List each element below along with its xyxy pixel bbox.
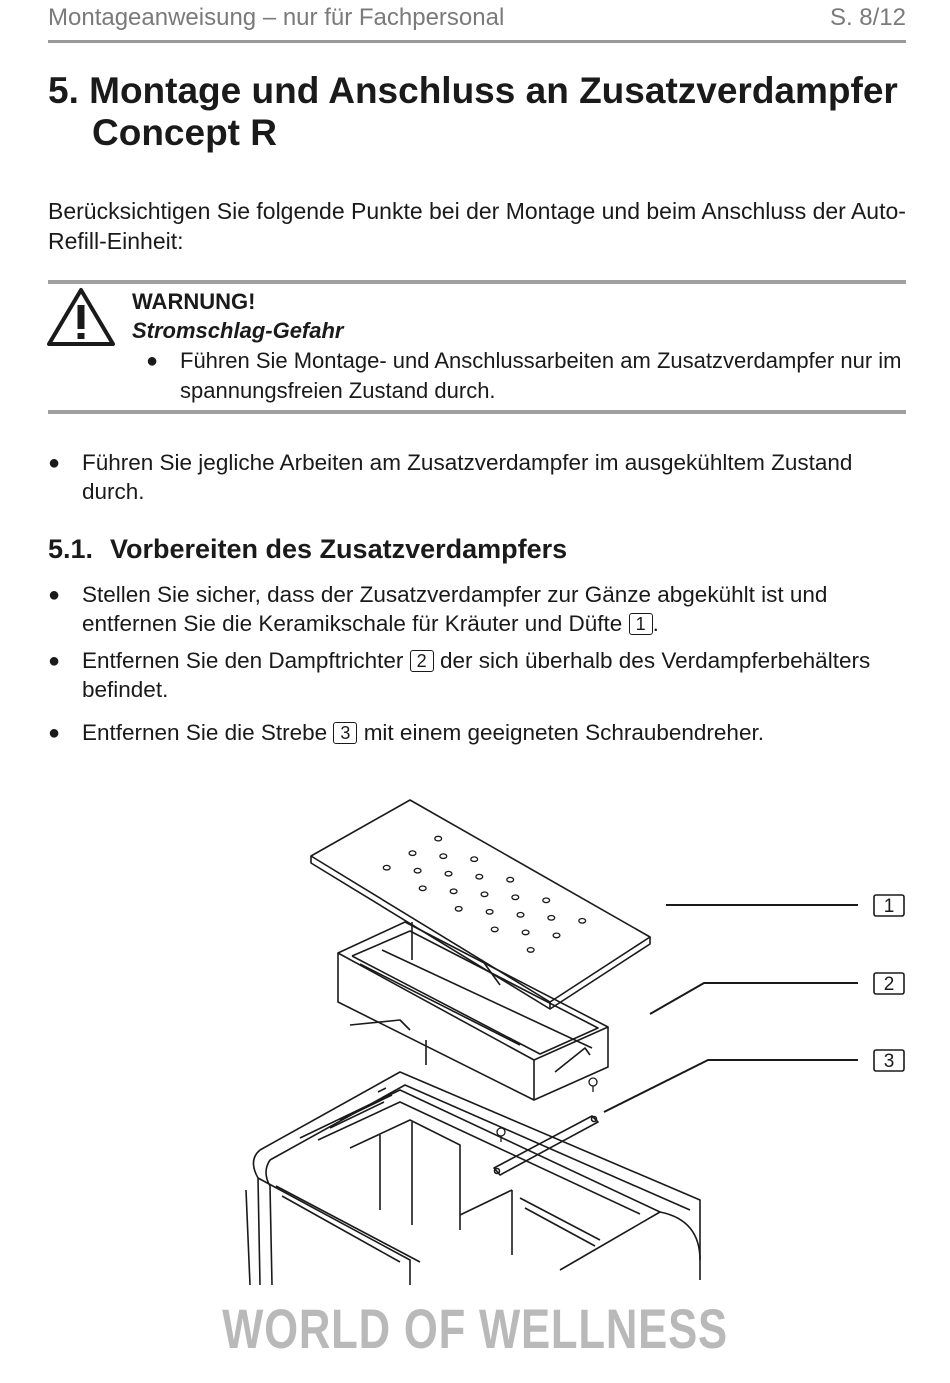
lid-hole [481,892,488,897]
lid-hole [450,889,457,894]
header-divider [48,40,906,43]
header-page-number: S. 8/12 [829,4,906,31]
lid-hole [517,913,524,918]
lid-hole [476,874,483,879]
step-item: Stellen Sie sicher, dass der Zusatzverdampfer zur Gänze abgekühlt ist und entfernen Sie die Keramikschale für Kräuter und Düfte 1 . [82,582,828,636]
step-bullet: ● [48,650,61,672]
page-title-line1: 5. Montage und Anschluss an Zusatzverdampfer [48,70,898,111]
lid-hole [445,871,452,876]
lid-hole [543,898,550,903]
callout-label-2: 2 [883,974,895,995]
lid-hole [507,877,514,882]
lid-hole [553,933,560,938]
ref-marker: 3 [333,722,357,744]
section-heading [48,532,567,566]
lid-hole [383,865,390,870]
section-title: Vorbereiten des Zusatzverdampfers [110,534,568,564]
intro-paragraph: Berücksichtigen Sie folgende Punkte bei der Montage und beim Anschluss der Auto-Refill-Einheit: [48,198,906,254]
warning-bottom-rule [48,410,906,414]
section-number: 5.1. [48,534,94,564]
note-bullet: ● [48,452,61,474]
warning-text: Führen Sie Montage- und Anschlussarbeiten am Zusatzverdampfer nur im spannungsfreien Zustand durch. [180,348,902,403]
lid-hole [522,930,529,935]
header-document-title: Montageanweisung – nur für Fachpersonal [48,4,505,31]
lid-hole [512,895,519,900]
warning-heading: WARNUNG! [132,289,256,314]
lid-hole [419,886,426,891]
warning-triangle-icon [46,287,116,347]
warning-bullet: ● [146,350,159,372]
callout-label-1: 1 [883,896,895,917]
lid-hole [409,851,416,856]
step-item: Entfernen Sie den Dampftrichter 2 der sich überhalb des Verdampferbehälters befindet. [82,648,871,702]
brand-logo-text: WORLD OF WELLNESS [222,1297,728,1360]
ref-marker: 1 [629,613,653,635]
leader-lines [604,905,858,1112]
warning-top-rule [48,280,906,284]
warning-subheading: Stromschlag-Gefahr [132,318,344,343]
step-bullet: ● [48,722,61,744]
note-text: Führen Sie jegliche Arbeiten am Zusatzverdampfer im ausgekühltem Zustand durch. [82,450,853,504]
lid-hole [579,919,586,924]
steam-funnel [338,922,608,1100]
lid-hole [455,907,462,912]
ceramic-bowl-lid [311,800,650,1009]
lid-hole [527,948,534,953]
lid-hole [548,916,555,921]
lid-hole [435,836,442,841]
page-title [48,70,898,154]
evaporator-housing [246,1072,700,1285]
lid-hole [440,854,447,859]
callout-label-3: 3 [883,1051,895,1072]
lid-hole [471,857,478,862]
exploded-assembly-drawing [0,790,950,1290]
step-bullet: ● [48,584,61,606]
lid-hole [414,868,421,873]
lid-hole [486,910,493,915]
lid-hole [491,927,498,932]
callout-markers [874,895,904,1072]
step-item: Entfernen Sie die Strebe 3 mit einem geeigneten Schraubendreher. [82,720,764,745]
ref-marker: 2 [410,650,434,672]
page-title-line2: Concept R [92,112,277,153]
strut [494,1116,598,1175]
